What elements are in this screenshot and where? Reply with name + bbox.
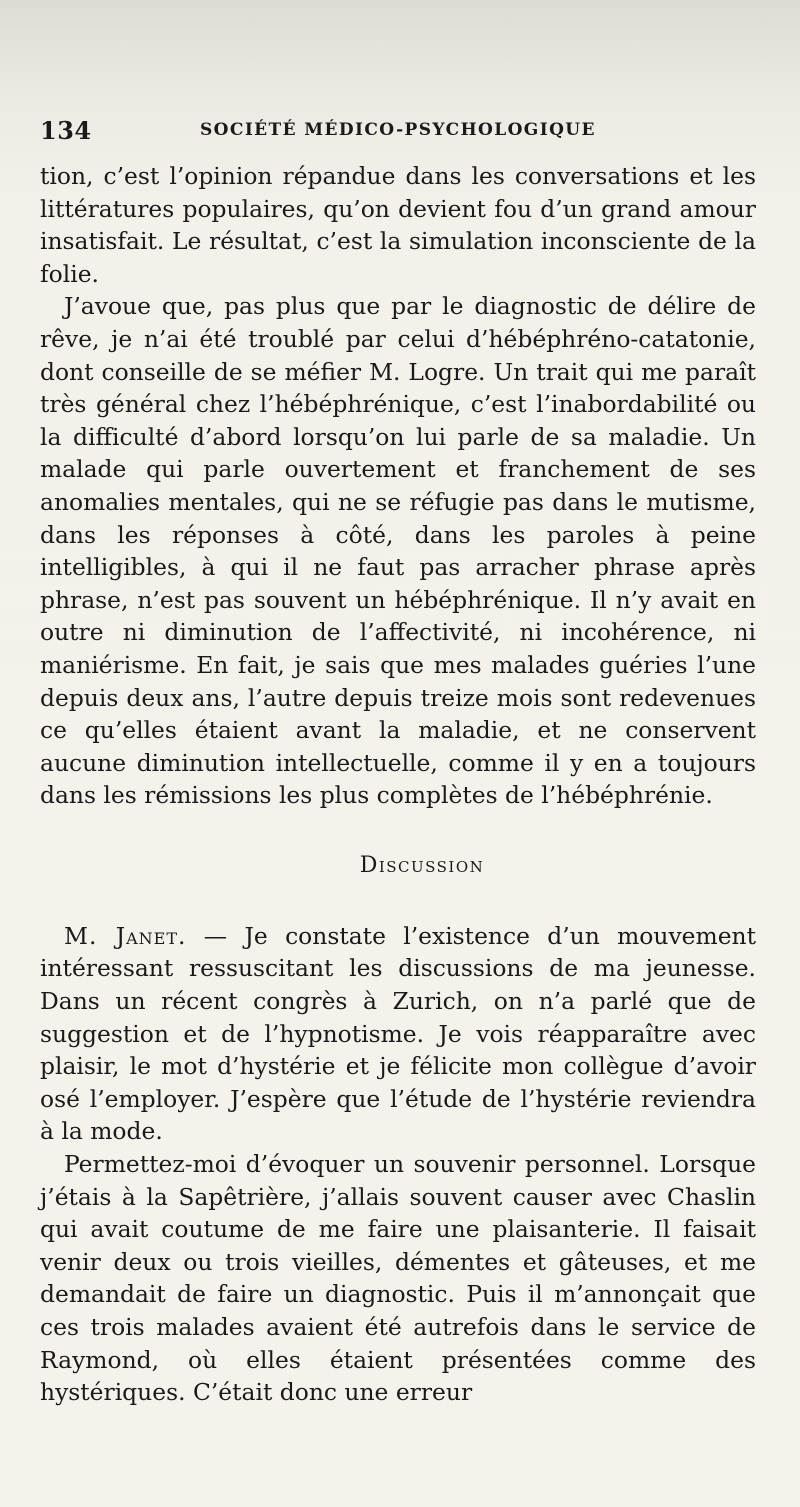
page-number: 134 xyxy=(40,116,92,145)
section-heading-discussion: Discussion xyxy=(359,852,485,878)
speaker-name: M. Janet. xyxy=(64,921,187,950)
paragraph-continued: tion, c’est l’opinion répandue dans les conversations et les littératures populaires, qu’on devient fou d’un grand amour insatisfait. Le résultat, c’est la simulation inconsciente de la folie. xyxy=(40,162,756,288)
paragraph-janet-text: — Je constate l’existence d’un mouvement intéressant ressuscitant les discussions de ma jeunesse. Dans un récent congrès à Zurich, on n’a parlé que de suggestion et de l’hypnotisme. Je vois réapparaître avec plaisir, le mot d’hystérie et je félicite mon collègue d’avoir osé l’employer. J’espère que l’étude de l’hystérie reviendra à la mode. xyxy=(40,921,757,1146)
paragraph-souvenir: Permettez-moi d’évoquer un souvenir personnel. Lorsque j’étais à la Sapêtrière, j’allais souvent causer avec Chaslin qui avait coutume de me faire une plaisanterie. Il faisait venir deux ou trois vieilles, démentes et gâteuses, et me demandait de faire un diagnostic. Puis il m’annonçait que ces trois malades avaient été autrefois dans le service de Raymond, où elles étaient présentées comme des hystériques. C’était donc une erreur xyxy=(40,1150,756,1407)
running-head xyxy=(40,116,740,144)
body-text xyxy=(40,160,756,1409)
paragraph-hebephrenia: J’avoue que, pas plus que par le diagnostic de délire de rêve, je n’ai été troublé par celui d’hébéphréno-catatonie, dont conseille de se méfier M. Logre. Un trait qui me paraît très général chez l’hébéphrénique, c’est l’inabordabilité ou la difficulté d’abord lorsqu’on lui parle de sa maladie. Un malade qui parle ouvertement et franchement de ses anomalies mentales, qui ne se réfugie pas dans le mutisme, dans les réponses à côté, dans les paroles à peine intelligibles, à qui il ne faut pas arracher phrase après phrase, n’est pas souvent un hébéphrénique. Il n’y avait en outre ni diminution de l’affectivité, ni incohérence, ni maniérisme. En fait, je sais que mes malades guéries l’une depuis deux ans, l’autre depuis treize mois sont redevenues ce qu’elles étaient avant la maladie, et ne conservent aucune diminution intellectuelle, comme il y en a toujours dans les rémissions les plus complètes de l’hébéphrénie. xyxy=(40,292,756,810)
paragraph-janet xyxy=(40,920,756,1148)
journal-title: SOCIÉTÉ MÉDICO-PSYCHOLOGIQUE xyxy=(200,120,596,140)
